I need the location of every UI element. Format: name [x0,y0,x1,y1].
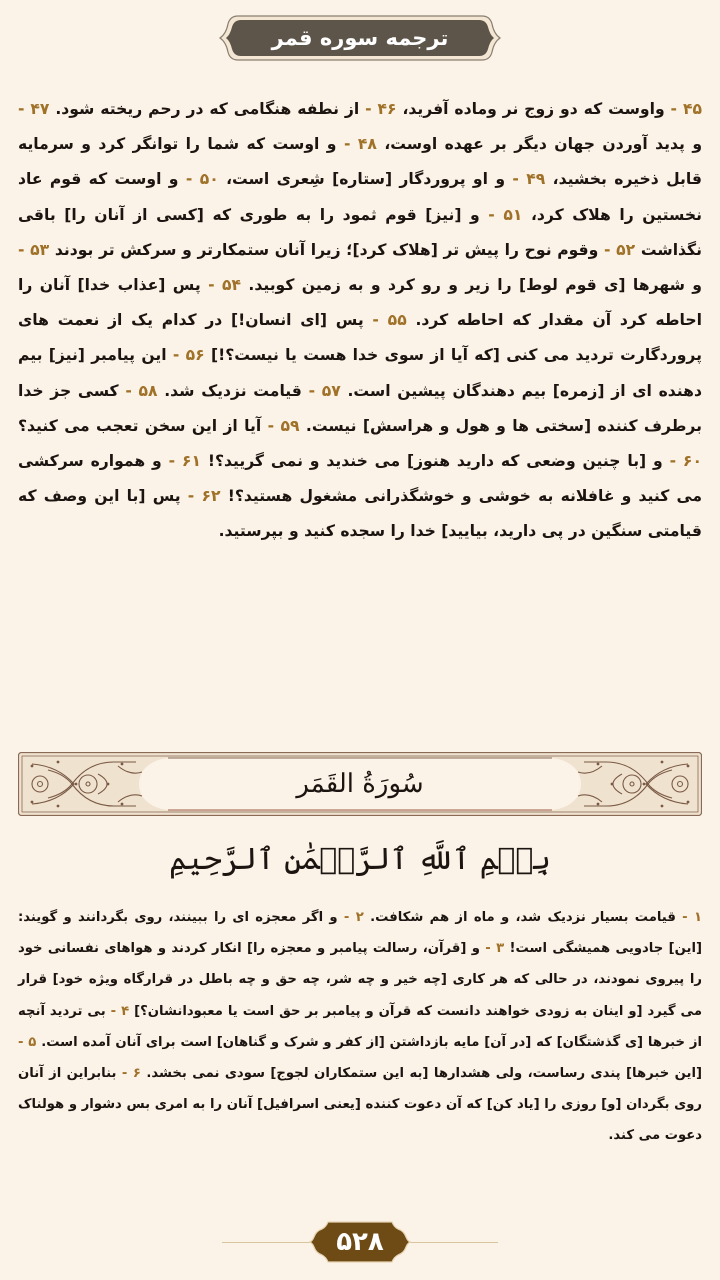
verse-separator: - [180,487,202,506]
verse-text: و [با چنین وضعی که دارید هنوز] می خندید و نمی گریید؟! [207,452,663,471]
verse-text: پس [ای انسان!] در کدام یک از نعمت های پروردگارت تردید می کنی [که آیا از سوی خدا هست یا نیست؟!] [18,311,702,365]
verse-number: ۵ [28,1034,37,1050]
verse-separator: - [18,240,31,259]
verse-separator: - [664,100,683,118]
footer-rule-right [410,1242,498,1243]
verse-text: و اوست که قوم عاد نخستین را هلاک کرد، [18,170,702,224]
verse-number: ۵۰ [199,170,219,189]
verse-text: پس [با این وصف که قیامتی سنگین در پی دارید، بیایید] خدا را سجده کنید و بپرستید. [18,487,702,541]
verse-number: ۱ [693,910,702,925]
verse-number: ۴۷ [30,100,50,118]
verse-number: ۵۳ [30,240,50,259]
verse [18,417,300,435]
footer-rule-left [222,1242,310,1243]
verse-separator: - [479,205,504,224]
verse-separator: - [200,276,222,295]
verse-text: و اوست که شما را توانگر کرد و سرمایه قابل ذخیره بخشید، [18,135,702,189]
verse-separator: - [261,416,281,435]
verse-number: ۴۸ [357,135,377,154]
verse-separator: - [161,452,182,471]
verse [208,452,702,470]
verse-text: [این خبرها] پندی رساست، ولی هشدارها [به این ستمکاران لجوج] سودی نمی بخشد. [146,1066,703,1082]
verse-separator: - [166,346,186,365]
verse-number: ۵۸ [138,381,158,400]
verse-separator: - [118,381,139,400]
verse-text: و همواره سرکشی می کنید و غافلانه به خوشی و خوشگذرانی مشغول هستید؟! [18,452,702,506]
verse-separator: - [336,135,358,154]
verse-number: ۴۵ [682,100,702,118]
verse-number: ۲ [355,910,364,925]
verse-separator: - [116,1066,133,1082]
verse-text: این پیامبر [نیز] بیم دهنده ای از [زمره] بیم دهندگان پیشین است. [18,346,702,400]
page-number: ۵۲۸ [336,1227,384,1257]
verse-text: پس [عذاب خدا] آنان را احاطه کرد آن مقدار که احاطه کرد. [18,276,702,330]
page-footer [0,1216,720,1266]
verse-separator: - [18,1034,29,1050]
verse [226,170,545,188]
verse-separator: - [359,100,378,118]
translation-previous-surah [18,92,702,550]
verse-text: وقوم نوح را پیش تر [هلاک کرد]؛ زیرا آنان ستمکارتر و سرکش تر بودند [54,240,599,259]
verse-separator: - [662,452,683,471]
translation-surah-qamar [18,902,702,1152]
verse-text: قیامت نزدیک شد. [164,381,302,400]
verse-text: و پدید آوردن جهان دیگر بر عهده اوست، [384,135,703,154]
page-header [218,14,502,62]
verse-separator: - [363,311,388,330]
verse-number: ۴۶ [377,100,397,118]
verse [164,382,341,400]
verse-number: ۴ [121,1003,130,1019]
verse-number: ۶۲ [201,487,221,506]
verse-number: ۶ [132,1066,141,1082]
verse-separator: - [301,381,322,400]
verse-text: کسی جز خدا برطرف کننده [سختی ها و هول و هراسش] نیست. [18,381,702,435]
verse-number: ۵۴ [221,276,241,295]
verse-separator: - [675,910,694,925]
verse-text: آیا از این سخن تعجب می کنید؟ [18,416,262,435]
verse-text: و او پروردگار [ستاره] شِعری است، [226,170,506,189]
verse-text: بی تردید آنچه از خبرها [ی گذشتگان] که [در آن] مایه بازداشتن [از کفر و شرک و گناهان] است برای آنان آمده است. [18,1003,702,1050]
verse-separator: - [479,941,497,957]
verse-number: ۶۰ [682,452,702,471]
verse-text: و [قرآن، رسالت پیامبر و معجزه را] انکار کردند و هواهای نفسانی خود را پیروی نمودند، در حالی که هر کاری [چه خیر و چه شر، چه حق و چه باطل در قرارگاه ویژه خود] قرار می گیرد [و اینان به زودی خواهند دانست که قرآن و پیامبر بر حق است یا معبودانشان؟] [18,941,702,1019]
verse-text: بنابراین از آنان روی بگردان [و] روزی را [یاد کن] که آن دعوت کننده [یعنی اسرافیل] آنان را به امری بس دشوار و هولناک دعوت می کند. [18,1066,702,1144]
verse-text: واوست که دو زوج نر وماده آفرید، [402,100,665,118]
verse-number: ۵۵ [387,311,407,330]
surah-name: سُورَةُ القَمَر [296,769,424,799]
page-title: ترجمه سوره قمر [271,26,449,50]
verse-separator: - [18,100,31,118]
verse-number: ۳ [496,941,505,957]
verse-separator: - [178,170,200,189]
verse [402,100,702,118]
verse-number: ۵۹ [280,416,300,435]
verse-text: قیامت بسیار نزدیک شد، و ماه از هم شکافت. [370,910,676,925]
verse-text: از نطفه هنگامی که در رحم ریخته شود. [55,100,360,118]
verse-separator: - [337,910,356,925]
verse-number: ۶۱ [181,452,201,471]
verse-text: و اگر معجزه ای را ببینند، روی بگردانند و گویند: [این] جادویی همیشگی است! [18,910,702,957]
verse [370,910,702,925]
verse-separator: - [505,170,527,189]
verse-number: ۴۹ [526,170,546,189]
verse-number: ۵۲ [616,240,636,259]
surah-banner [18,752,702,816]
verse-number: ۵۶ [185,346,205,365]
verse-separator: - [598,240,617,259]
verse [55,100,396,118]
verse-number: ۵۱ [503,205,523,224]
verse-text: و [نیز] قوم ثمود را به طوری که [کسی از آنان را] باقی نگذاشت [18,205,702,259]
verse-separator: - [105,1003,122,1019]
page-number-badge [308,1221,412,1263]
verse-number: ۵۷ [321,381,341,400]
verse-text: و شهرها [ی قوم لوط] را زیر و رو کرد و به زمین کوبید. [248,276,703,295]
basmala: بِسۡمِ ٱللَّهِ ٱلرَّحۡمَٰنِ ٱلرَّحِيمِ [169,841,551,877]
verse [55,241,635,259]
